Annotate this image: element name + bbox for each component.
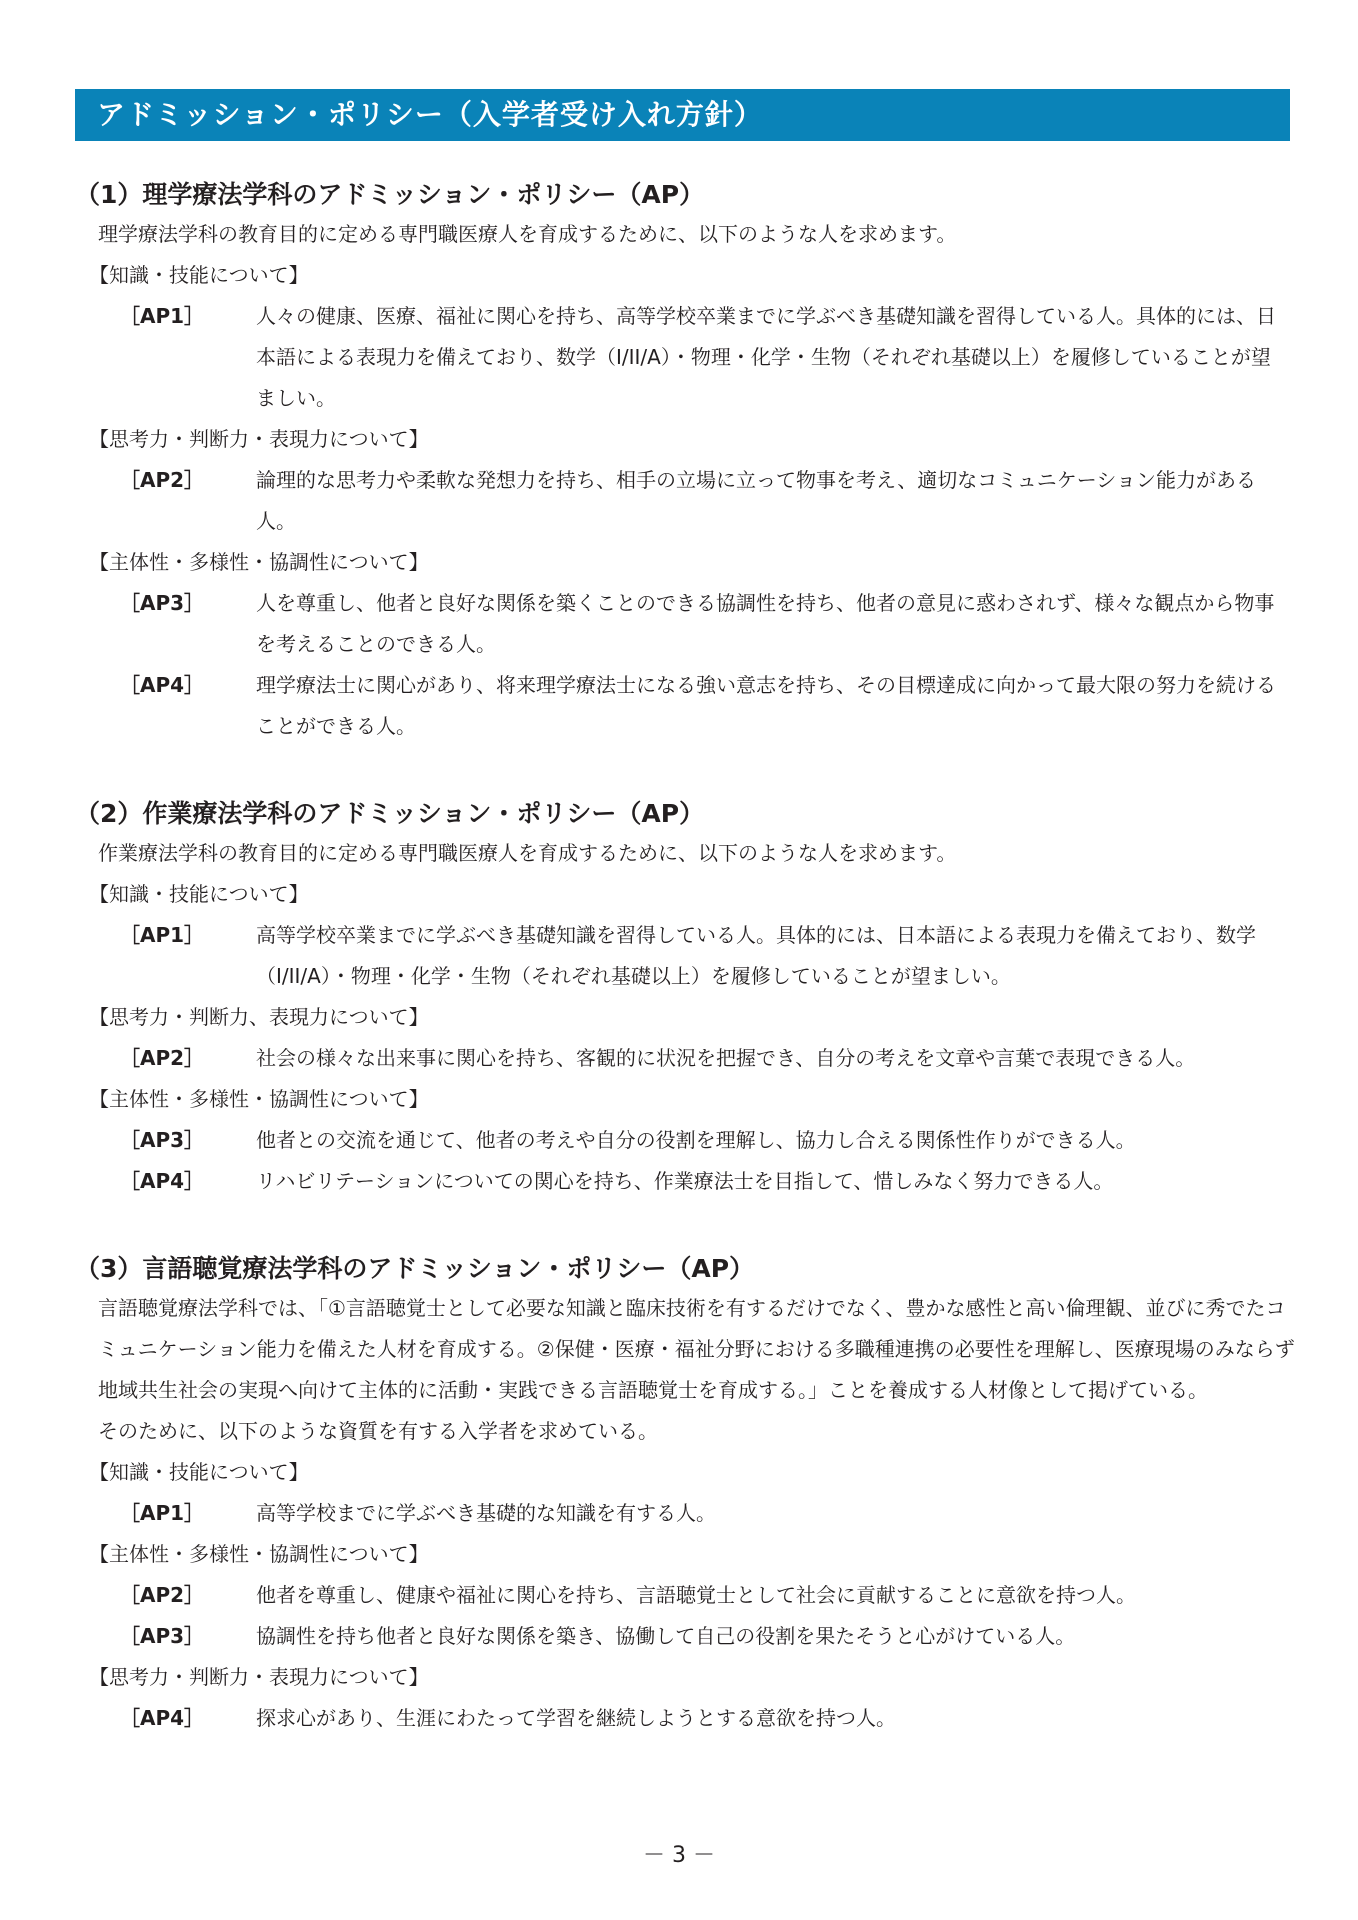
policy-item — [75, 1120, 1295, 1161]
policy-item — [75, 1698, 1295, 1739]
policy-category: 【主体性・多様性・協調性について】 — [89, 550, 429, 574]
section-intro: 言語聴覚療法学科では、「①言語聴覚士として必要な知識と臨床技術を有するだけでなく、豊かな感性と高い倫理観、並びに秀でたコミュニケーション能力を備えた人材を育成する。②保健・医療・福祉分野における多職種連携の必要性を理解し、医療現場のみならず地域共生社会の実現へ向けて主体的に活動・実践できる言語聴覚士を育成する。」ことを養成する人材像として掲げている。 — [98, 1296, 1295, 1402]
policy-item — [75, 1575, 1295, 1616]
policy-text: リハビリテーションについての関心を持ち、作業療法士を目指して、惜しみなく努力できる人。 — [256, 1169, 1114, 1193]
policy-tag: ［AP4］ — [120, 1706, 205, 1730]
policy-tag: ［AP1］ — [120, 1501, 205, 1525]
policy-tag: ［AP2］ — [120, 1583, 205, 1607]
policy-text: 人々の健康、医療、福祉に関心を持ち、高等学校卒業までに学ぶべき基礎知識を習得している人。具体的には、日本語による表現力を備えており、数学（I/II/A）・物理・化学・生物（それぞれ基礎以上）を履修していることが望ましい。 — [256, 304, 1276, 410]
policy-text: 探求心があり、生涯にわたって学習を継続しようとする意欲を持つ人。 — [256, 1706, 896, 1730]
policy-category: 【思考力・判断力・表現力について】 — [89, 427, 429, 451]
policy-item — [75, 460, 1295, 542]
policy-tag: ［AP3］ — [120, 1128, 205, 1152]
page-number: － 3 － — [643, 1843, 715, 1868]
policy-item — [75, 915, 1295, 997]
policy-item — [75, 665, 1295, 747]
policy-category: 【知識・技能について】 — [89, 882, 309, 906]
policy-category: 【思考力・判断力・表現力について】 — [89, 1665, 429, 1689]
policy-text: 理学療法士に関心があり、将来理学療法士になる強い意志を持ち、その目標達成に向かって最大限の努力を続けることができる人。 — [256, 673, 1276, 738]
policy-text: 他者を尊重し、健康や福祉に関心を持ち、言語聴覚士として社会に貢献することに意欲を持つ人。 — [256, 1583, 1136, 1607]
policy-text: 人を尊重し、他者と良好な関係を築くことのできる協調性を持ち、他者の意見に惑わされず、様々な観点から物事を考えることのできる人。 — [256, 591, 1275, 656]
policy-category: 【知識・技能について】 — [89, 263, 309, 287]
policy-tag: ［AP2］ — [120, 1046, 205, 1070]
policy-item — [75, 1616, 1295, 1657]
policy-tag: ［AP4］ — [120, 673, 205, 697]
policy-category: 【思考力・判断力、表現力について】 — [89, 1005, 429, 1029]
policy-tag: ［AP1］ — [120, 304, 205, 328]
policy-section — [75, 795, 1295, 1202]
policy-section — [75, 1250, 1295, 1739]
document-body — [75, 176, 1295, 1787]
policy-item — [75, 583, 1295, 665]
policy-tag: ［AP2］ — [120, 468, 205, 492]
policy-text: 論理的な思考力や柔軟な発想力を持ち、相手の立場に立って物事を考え、適切なコミュニケーション能力がある人。 — [256, 468, 1256, 533]
policy-item — [75, 1038, 1295, 1079]
policy-section — [75, 176, 1295, 747]
policy-tag: ［AP3］ — [120, 591, 205, 615]
policy-text: 協調性を持ち他者と良好な関係を築き、協働して自己の役割を果たそうと心がけている人。 — [256, 1624, 1076, 1648]
policy-category: 【主体性・多様性・協調性について】 — [89, 1087, 429, 1111]
policy-tag: ［AP4］ — [120, 1169, 205, 1193]
policy-text: 高等学校までに学ぶべき基礎的な知識を有する人。 — [256, 1501, 716, 1525]
policy-tag: ［AP1］ — [120, 923, 205, 947]
section-title: （3）言語聴覚療法学科のアドミッション・ポリシー（AP） — [75, 1254, 755, 1283]
policy-item — [75, 1493, 1295, 1534]
policy-tag: ［AP3］ — [120, 1624, 205, 1648]
section-intro: そのために、以下のような資質を有する入学者を求めている。 — [98, 1419, 658, 1443]
section-title: （1）理学療法学科のアドミッション・ポリシー（AP） — [75, 180, 705, 209]
policy-text: 高等学校卒業までに学ぶべき基礎知識を習得している人。具体的には、日本語による表現力を備えており、数学（I/II/A）・物理・化学・生物（それぞれ基礎以上）を履修していることが望ましい。 — [256, 923, 1256, 988]
policy-text: 他者との交流を通じて、他者の考えや自分の役割を理解し、協力し合える関係性作りができる人。 — [256, 1128, 1136, 1152]
policy-text: 社会の様々な出来事に関心を持ち、客観的に状況を把握でき、自分の考えを文章や言葉で表現できる人。 — [256, 1046, 1196, 1070]
section-title: （2）作業療法学科のアドミッション・ポリシー（AP） — [75, 799, 705, 828]
policy-item — [75, 1161, 1295, 1202]
policy-category: 【知識・技能について】 — [89, 1460, 309, 1484]
policy-category: 【主体性・多様性・協調性について】 — [89, 1542, 429, 1566]
policy-item — [75, 296, 1295, 419]
section-intro: 理学療法学科の教育目的に定める専門職医療人を育成するために、以下のような人を求めます。 — [98, 222, 957, 246]
policy-sections — [75, 176, 1295, 1739]
page-banner: アドミッション・ポリシー（入学者受け入れ方針） — [75, 89, 1290, 141]
section-intro: 作業療法学科の教育目的に定める専門職医療人を育成するために、以下のような人を求めます。 — [98, 841, 957, 865]
